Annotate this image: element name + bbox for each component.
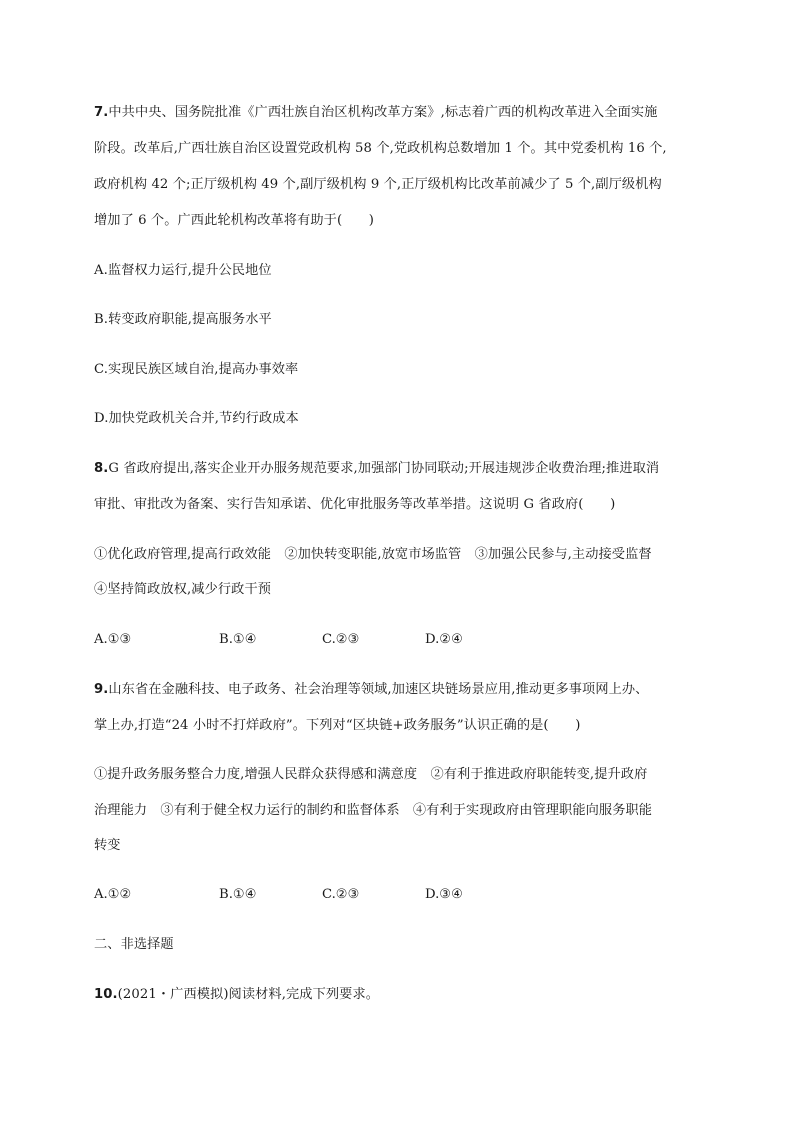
q9-stem-line-2: 掌上办,打造“24 小时不打烊政府”。下列对“区块链+政务服务”认识正确的是( )	[94, 718, 581, 733]
q7-stem-line-2: 阶段。改革后,广西壮族自治区设置党政机构 58 个,党政机构总数增加 1 个。其中党委机构 16 个,	[94, 141, 667, 156]
q10-stem: (2021・广西模拟)阅读材料,完成下列要求。	[117, 987, 380, 1002]
q7-stem-line-3: 政府机构 42 个;正厅级机构 49 个,副厅级机构 9 个,正厅级机构比改革前减少了 5 个,副厅级机构	[94, 177, 662, 192]
q10-number: 10.	[94, 987, 118, 1002]
q8-statement-line-1: ①优化政府管理,提高行政效能 ②加快转变职能,放宽市场监管 ③加强公民参与,主动接受监督	[94, 547, 652, 562]
q7-number: 7.	[94, 105, 109, 120]
q8-stem-line-1: G 省政府提出,落实企业开办服务规范要求,加强部门协同联动;开展违规涉企收费治理;推进取消	[108, 461, 660, 476]
q9-choice-d[interactable]: D.③④	[425, 887, 463, 902]
q8-number: 8.	[94, 461, 109, 476]
q9-statement-line-3: 转变	[94, 838, 121, 853]
q9-statement-line-2: 治理能力 ③有利于健全权力运行的制约和监督体系 ④有利于实现政府由管理职能向服务职能	[94, 803, 653, 818]
q7-option-c[interactable]: C.实现民族区域自治,提高办事效率	[94, 362, 299, 377]
q8-line-1	[94, 459, 659, 479]
section-2-title: 二、非选择题	[94, 937, 174, 952]
q8-choice-a[interactable]: A.①③	[94, 632, 132, 647]
q7-option-b[interactable]: B.转变政府职能,提高服务水平	[94, 312, 272, 327]
q8-stem-line-2: 审批、审批改为备案、实行告知承诺、优化审批服务等改革举措。这说明 G 省政府( )	[94, 497, 616, 512]
q8-choice-c[interactable]: C.②③	[322, 632, 360, 647]
q7-stem-line-4: 增加了 6 个。广西此轮机构改革将有助于( )	[94, 213, 375, 228]
q9-stem-line-1: 山东省在金融科技、电子政务、社会治理等领域,加速区块链场景应用,推动更多事项网上办、	[108, 682, 649, 697]
q9-line-1	[94, 680, 648, 700]
q8-choice-d[interactable]: D.②④	[425, 632, 463, 647]
q7-stem-line-1: 中共中央、国务院批准《广西壮族自治区机构改革方案》,标志着广西的机构改革进入全面实施	[108, 105, 658, 120]
q10-line-1	[94, 985, 379, 1005]
q8-choice-b[interactable]: B.①④	[219, 632, 257, 647]
q9-statement-line-1: ①提升政务服务整合力度,增强人民群众获得感和满意度 ②有利于推进政府职能转变,提升政府	[94, 767, 648, 782]
q9-choice-b[interactable]: B.①④	[219, 887, 257, 902]
q7-option-a[interactable]: A.监督权力运行,提升公民地位	[94, 263, 272, 278]
q9-choice-a[interactable]: A.①②	[94, 887, 132, 902]
q9-choice-c[interactable]: C.②③	[322, 887, 360, 902]
q7-line-1	[94, 103, 657, 123]
q7-option-d[interactable]: D.加快党政机关合并,节约行政成本	[94, 411, 299, 426]
q8-statement-line-2: ④坚持简政放权,减少行政干预	[94, 582, 272, 597]
q9-number: 9.	[94, 682, 109, 697]
